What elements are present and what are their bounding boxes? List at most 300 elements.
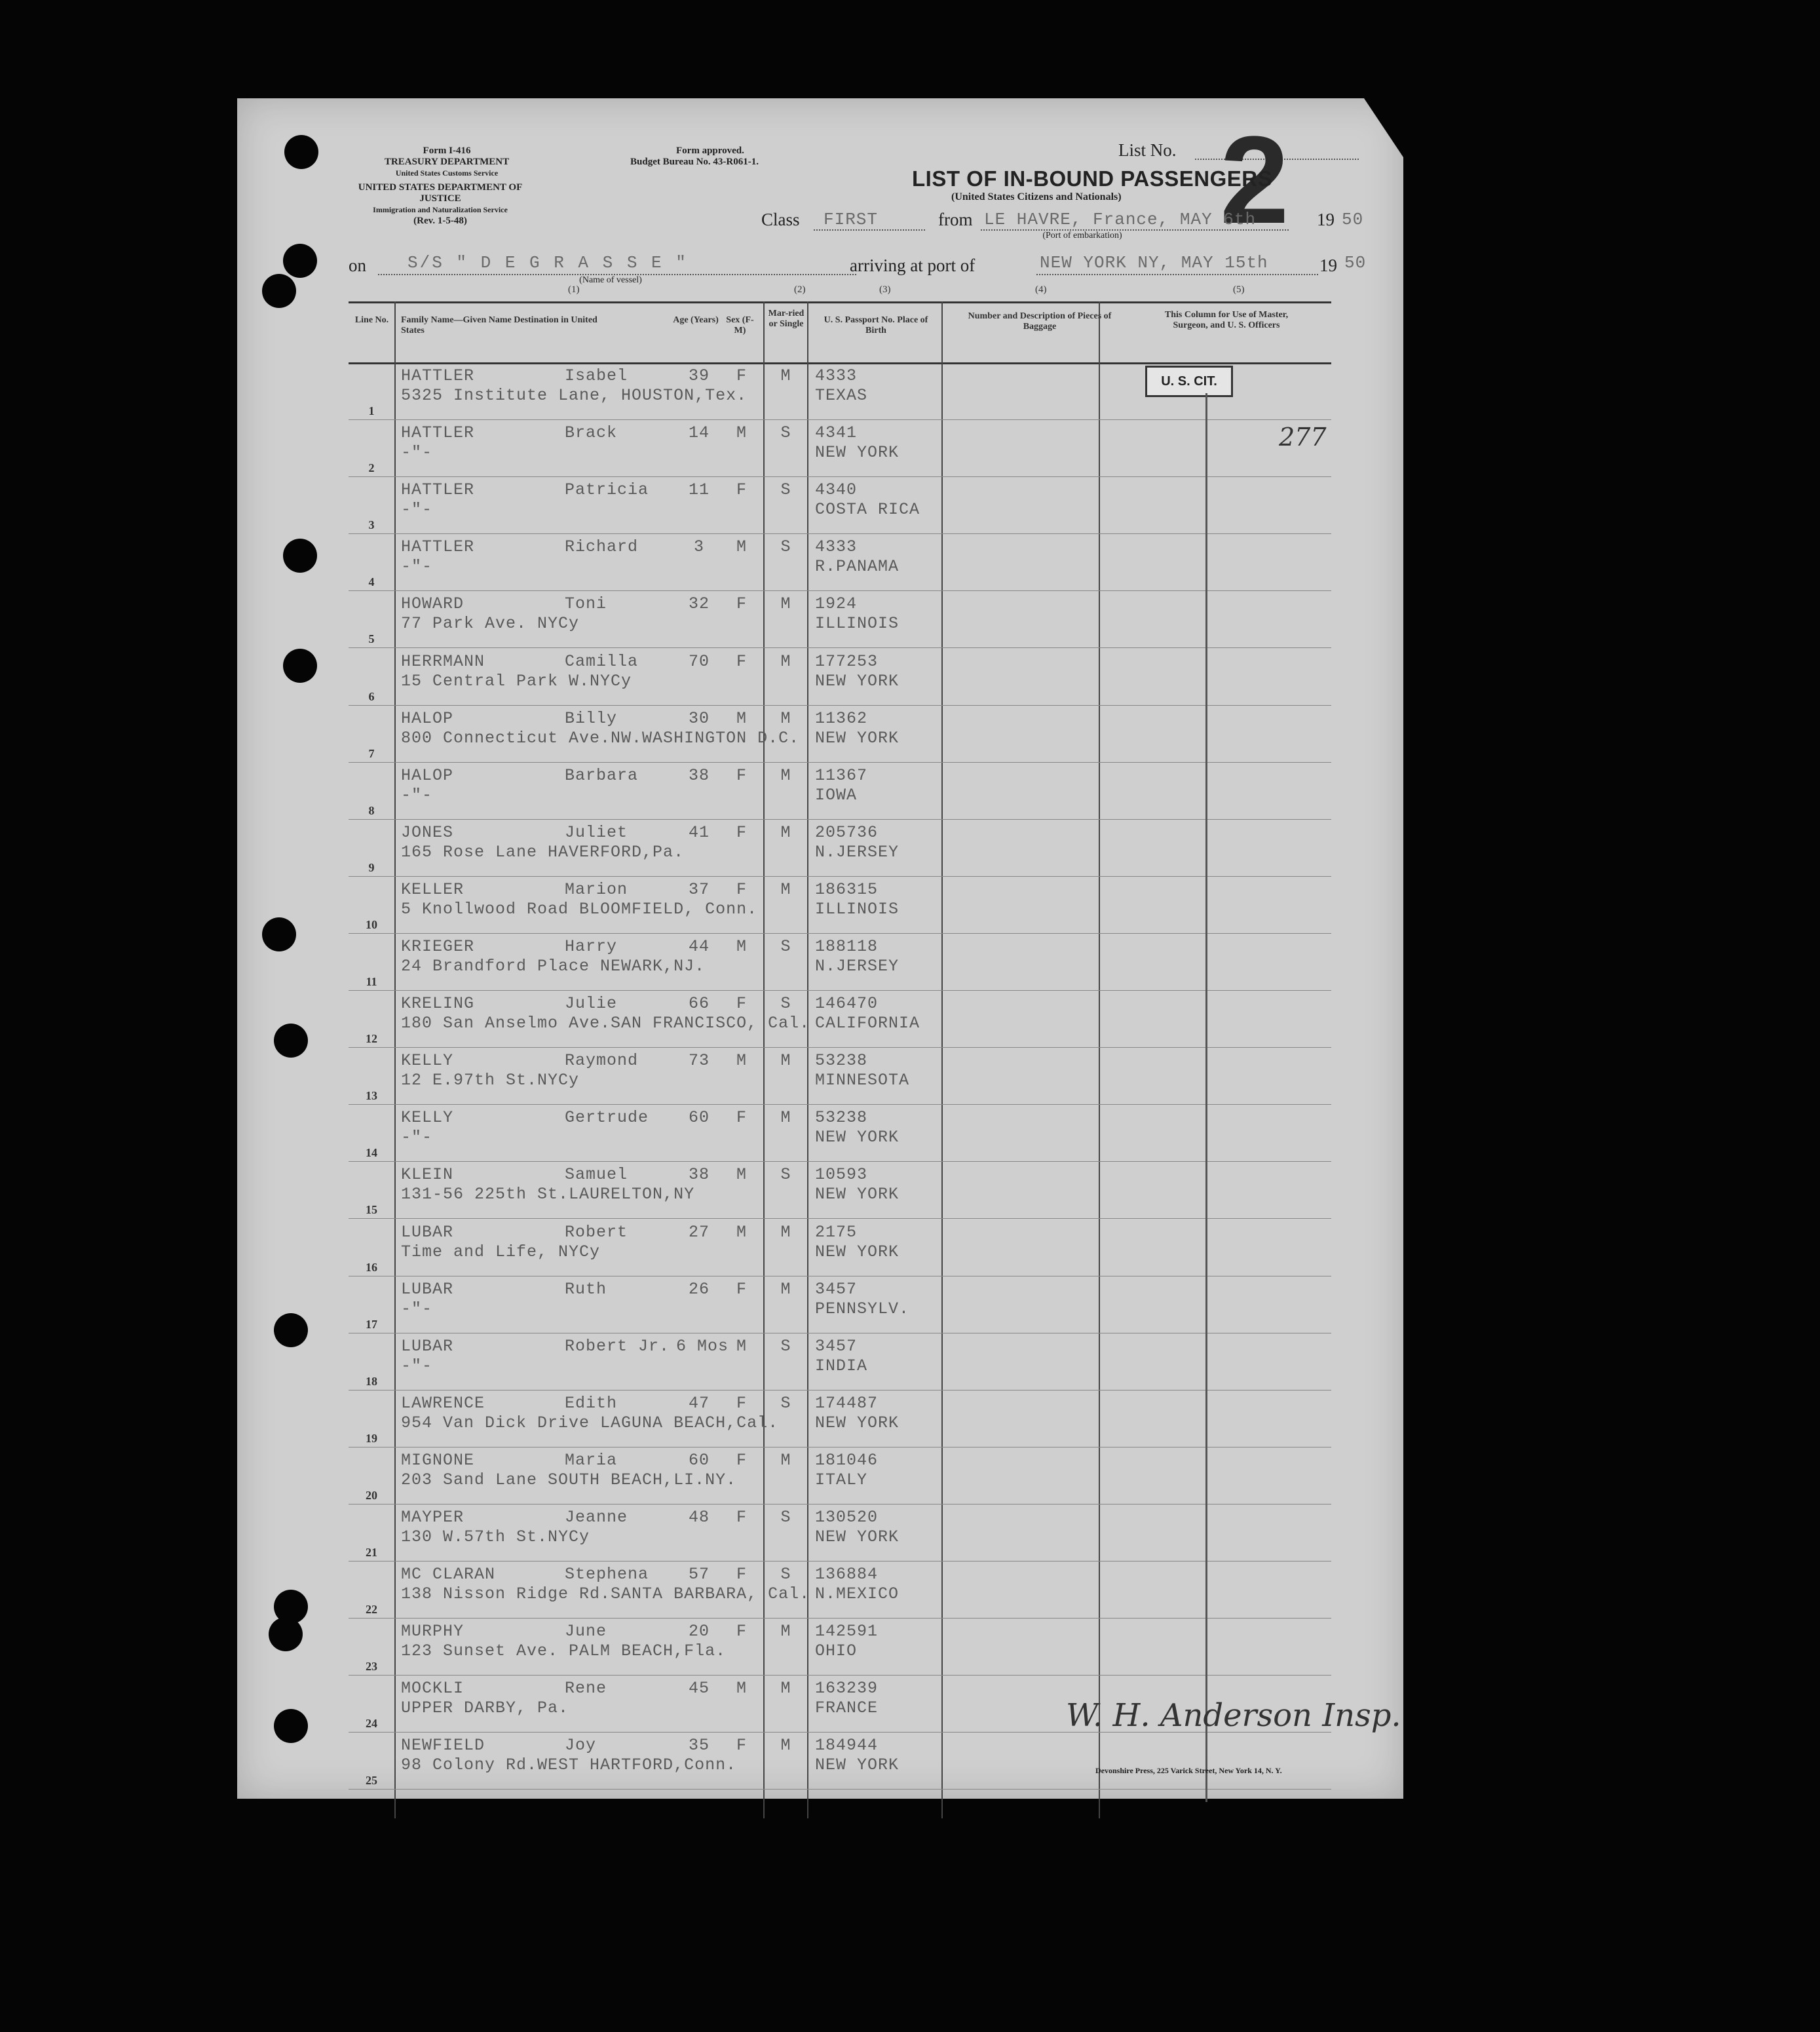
- line-number: 18: [366, 1374, 377, 1388]
- passenger-marital-status: M: [780, 765, 791, 785]
- passenger-given-name: Raymond: [565, 1051, 639, 1071]
- passenger-destination: 138 Nisson Ridge Rd.SANTA BARBARA, Cal.: [401, 1584, 810, 1604]
- passenger-family-name: HALOP: [401, 708, 454, 728]
- binder-hole-8: [274, 1313, 308, 1347]
- passenger-given-name: Samuel: [565, 1165, 628, 1185]
- passenger-given-name: Barbara: [565, 765, 639, 785]
- passenger-given-name: Patricia: [565, 480, 649, 500]
- list-number: 2: [1220, 111, 1289, 250]
- passenger-marital-status: S: [780, 480, 791, 500]
- passenger-destination: 77 Park Ave. NYCy: [401, 614, 580, 634]
- passenger-age: 6 Mos: [676, 1336, 729, 1356]
- table-row: [349, 1047, 1331, 1105]
- passenger-marital-status: M: [780, 879, 791, 899]
- passenger-birthplace: NEW YORK: [815, 1527, 900, 1546]
- passenger-marital-status: M: [780, 708, 791, 728]
- class-value: FIRST: [824, 210, 879, 229]
- passenger-age: 3: [693, 537, 704, 557]
- passenger-family-name: LUBAR: [401, 1279, 454, 1299]
- passenger-passport-no: 4333: [815, 366, 858, 385]
- passenger-marital-status: M: [780, 594, 791, 614]
- line-number: 22: [366, 1603, 377, 1617]
- table-body: [349, 362, 1331, 1818]
- header-name: Family Name—Given Name Destination in United States: [401, 315, 597, 335]
- table-row: [349, 990, 1331, 1048]
- passenger-passport-no: 188118: [815, 937, 879, 956]
- passenger-destination: -"-: [401, 1299, 433, 1318]
- header-married: Mar-ried or Single: [768, 309, 805, 329]
- line-number: 6: [368, 689, 375, 703]
- passenger-birthplace: NEW YORK: [815, 1755, 900, 1775]
- line-number: 17: [366, 1317, 377, 1331]
- arrival-line: [1036, 274, 1318, 275]
- passenger-family-name: KRIEGER: [401, 937, 475, 956]
- binder-hole-11: [274, 1709, 308, 1743]
- passenger-age: 45: [688, 1679, 710, 1698]
- passenger-sex: F: [736, 994, 747, 1014]
- passenger-birthplace: NEW YORK: [815, 671, 900, 691]
- passenger-marital-status: M: [780, 1279, 791, 1299]
- passenger-given-name: Juliet: [565, 822, 628, 842]
- passenger-sex: M: [736, 708, 747, 728]
- passenger-passport-no: 10593: [815, 1165, 868, 1185]
- passenger-destination: -"-: [401, 500, 433, 520]
- arrival-year: 50: [1344, 253, 1367, 273]
- line-number: 23: [366, 1660, 377, 1674]
- passenger-sex: F: [736, 879, 747, 899]
- line-number: 7: [368, 746, 375, 760]
- on-label: on: [349, 256, 366, 275]
- us-citizen-stamp: U. S. CIT.: [1145, 366, 1233, 397]
- passenger-destination: 800 Connecticut Ave.NW.WASHINGTON D.C.: [401, 728, 800, 748]
- passenger-family-name: HATTLER: [401, 366, 475, 385]
- passenger-given-name: Maria: [565, 1450, 618, 1470]
- line-number: 25: [366, 1774, 377, 1788]
- passenger-given-name: Stephena: [565, 1565, 649, 1584]
- justice-block: [342, 182, 539, 227]
- passenger-sex: F: [736, 1508, 747, 1527]
- form-agency-block: [355, 145, 539, 179]
- passenger-birthplace: TEXAS: [815, 386, 868, 405]
- form-approved: Form approved.: [676, 145, 744, 156]
- passenger-age: 60: [688, 1450, 710, 1470]
- arriving-label: arriving at port of: [850, 256, 976, 275]
- line-number: 15: [366, 1203, 377, 1217]
- header-sex: Sex (F-M): [726, 315, 754, 335]
- passenger-family-name: KELLY: [401, 1051, 454, 1071]
- passenger-marital-status: S: [780, 1165, 791, 1185]
- from-year-prefix: 19: [1317, 210, 1335, 229]
- line-number: 13: [366, 1089, 377, 1103]
- passenger-sex: F: [736, 822, 747, 842]
- passenger-destination: -"-: [401, 443, 433, 463]
- line-number: 1: [368, 404, 375, 417]
- passenger-birthplace: PENNSYLV.: [815, 1299, 910, 1318]
- vessel-caption: (Name of vessel): [579, 275, 642, 285]
- passenger-destination: 180 San Anselmo Ave.SAN FRANCISCO, Cal.: [401, 1014, 810, 1033]
- passenger-age: 73: [688, 1051, 710, 1071]
- table-row: [349, 1104, 1331, 1162]
- passenger-marital-status: M: [780, 822, 791, 842]
- passenger-given-name: Marion: [565, 879, 628, 899]
- passenger-passport-no: 11362: [815, 708, 868, 728]
- passenger-marital-status: M: [780, 1679, 791, 1698]
- passenger-passport-no: 53238: [815, 1051, 868, 1071]
- class-line: [814, 229, 925, 231]
- passenger-marital-status: S: [780, 1565, 791, 1584]
- passenger-passport-no: 1924: [815, 594, 858, 614]
- printer-imprint: Devonshire Press, 225 Varick Street, New York 14, N. Y.: [1095, 1766, 1282, 1775]
- passenger-destination: 24 Brandford Place NEWARK,NJ.: [401, 957, 706, 976]
- line-number: 9: [368, 860, 375, 874]
- passenger-given-name: Robert Jr.: [565, 1336, 670, 1356]
- passenger-birthplace: ILLINOIS: [815, 899, 900, 919]
- table-row: [349, 533, 1331, 591]
- passenger-sex: M: [736, 1165, 747, 1185]
- passenger-destination: 130 W.57th St.NYCy: [401, 1527, 590, 1546]
- margin-note: 277: [1279, 423, 1327, 451]
- passenger-destination: 131-56 225th St.LAURELTON,NY: [401, 1185, 695, 1204]
- from-year: 50: [1342, 210, 1364, 229]
- form-subtitle: (United States Citizens and Nationals): [951, 191, 1122, 202]
- header-line-no: Line No.: [354, 315, 389, 325]
- passenger-passport-no: 186315: [815, 879, 879, 899]
- line-number: 19: [366, 1431, 377, 1445]
- column-number-2: (2): [794, 284, 806, 295]
- passenger-passport-no: 11367: [815, 765, 868, 785]
- passenger-age: 47: [688, 1393, 710, 1413]
- line-number: 5: [368, 632, 375, 646]
- vessel-name: S/S " D E G R A S S E ": [408, 253, 688, 273]
- passenger-family-name: LAWRENCE: [401, 1393, 485, 1413]
- passenger-age: 48: [688, 1508, 710, 1527]
- passenger-destination: 5325 Institute Lane, HOUSTON,Tex.: [401, 386, 748, 405]
- list-no-label: List No.: [1118, 140, 1177, 160]
- passenger-birthplace: N.MEXICO: [815, 1584, 900, 1604]
- passenger-marital-status: M: [780, 366, 791, 385]
- binder-hole-10: [269, 1617, 303, 1651]
- passenger-marital-status: M: [780, 1108, 791, 1128]
- passenger-family-name: MIGNONE: [401, 1450, 475, 1470]
- passenger-sex: F: [736, 651, 747, 671]
- passenger-passport-no: 3457: [815, 1336, 858, 1356]
- form-title: LIST OF IN-BOUND PASSENGERS: [912, 166, 1273, 191]
- passenger-sex: M: [736, 423, 747, 443]
- passenger-birthplace: MINNESOTA: [815, 1071, 910, 1090]
- table-row: [349, 1561, 1331, 1619]
- table-row: [349, 762, 1331, 820]
- passenger-age: 41: [688, 822, 710, 842]
- line-number: 2: [368, 461, 375, 475]
- table-row: [349, 705, 1331, 763]
- passenger-given-name: Rene: [565, 1679, 607, 1698]
- passenger-family-name: HERRMANN: [401, 651, 485, 671]
- header-officers: This Column for Use of Master, Surgeon, and U. S. Officers: [1164, 310, 1289, 330]
- passenger-age: 37: [688, 879, 710, 899]
- line-number: 16: [366, 1260, 377, 1274]
- line-number: 4: [368, 575, 375, 589]
- passenger-passport-no: 130520: [815, 1508, 879, 1527]
- passenger-family-name: MURPHY: [401, 1622, 464, 1641]
- passenger-sex: M: [736, 1051, 747, 1071]
- revision: (Rev. 1-5-48): [413, 216, 467, 226]
- passenger-family-name: KELLY: [401, 1108, 454, 1128]
- table-row: [349, 1333, 1331, 1390]
- binder-hole-5: [283, 649, 317, 683]
- line-number: 20: [366, 1488, 377, 1502]
- class-label: Class: [761, 210, 800, 229]
- passenger-age: 38: [688, 1165, 710, 1185]
- passenger-destination: 12 E.97th St.NYCy: [401, 1071, 580, 1090]
- passenger-passport-no: 177253: [815, 651, 879, 671]
- passenger-passport-no: 184944: [815, 1736, 879, 1755]
- table-row: [349, 419, 1331, 477]
- passenger-table: [349, 284, 1331, 1818]
- passenger-birthplace: ILLINOIS: [815, 614, 900, 634]
- passenger-given-name: Richard: [565, 537, 639, 557]
- passenger-given-name: Edith: [565, 1393, 618, 1413]
- passenger-given-name: Julie: [565, 994, 618, 1014]
- passenger-family-name: LUBAR: [401, 1222, 454, 1242]
- table-row: [349, 1276, 1331, 1333]
- line-number: 10: [366, 917, 377, 931]
- passenger-birthplace: IOWA: [815, 785, 858, 805]
- passenger-passport-no: 146470: [815, 994, 879, 1014]
- binder-hole-7: [274, 1024, 308, 1058]
- passenger-destination: 15 Central Park W.NYCy: [401, 671, 632, 691]
- line-number: 24: [366, 1717, 377, 1731]
- stamp-vertical-line: [1205, 393, 1207, 1802]
- passenger-family-name: KRELING: [401, 994, 475, 1014]
- justice-dept: UNITED STATES DEPARTMENT OF JUSTICE: [358, 182, 523, 204]
- passenger-destination: UPPER DARBY, Pa.: [401, 1698, 569, 1718]
- passenger-marital-status: M: [780, 1736, 791, 1755]
- passenger-marital-status: S: [780, 423, 791, 443]
- line-number: 12: [366, 1032, 377, 1046]
- passenger-family-name: MAYPER: [401, 1508, 464, 1527]
- passenger-passport-no: 142591: [815, 1622, 879, 1641]
- passenger-sex: F: [736, 1736, 747, 1755]
- passenger-sex: M: [736, 1679, 747, 1698]
- approval-block: [630, 145, 827, 168]
- passenger-sex: F: [736, 480, 747, 500]
- passenger-family-name: HATTLER: [401, 423, 475, 443]
- passenger-family-name: JONES: [401, 822, 454, 842]
- torn-corner: [1364, 98, 1403, 157]
- column-number-5: (5): [1233, 284, 1245, 295]
- passenger-marital-status: M: [780, 651, 791, 671]
- header-passport: U. S. Passport No. Place of Birth: [824, 315, 928, 335]
- passenger-age: 39: [688, 366, 710, 385]
- passenger-age: 66: [688, 994, 710, 1014]
- passenger-sex: M: [736, 1222, 747, 1242]
- passenger-birthplace: CALIFORNIA: [815, 1014, 920, 1033]
- passenger-destination: -"-: [401, 1128, 433, 1147]
- passenger-age: 30: [688, 708, 710, 728]
- table-row: [349, 1161, 1331, 1219]
- passenger-given-name: Camilla: [565, 651, 639, 671]
- passenger-marital-status: M: [780, 1450, 791, 1470]
- passenger-passport-no: 181046: [815, 1450, 879, 1470]
- passenger-family-name: KELLER: [401, 879, 464, 899]
- passenger-given-name: Ruth: [565, 1279, 607, 1299]
- binder-hole-6: [262, 917, 296, 951]
- passenger-destination: 5 Knollwood Road BLOOMFIELD, Conn.: [401, 899, 758, 919]
- line-number: 14: [366, 1146, 377, 1160]
- passenger-age: 38: [688, 765, 710, 785]
- passenger-given-name: Harry: [565, 937, 618, 956]
- passenger-family-name: HOWARD: [401, 594, 464, 614]
- line-number: 21: [366, 1546, 377, 1559]
- column-number-3: (3): [879, 284, 891, 295]
- passenger-destination: -"-: [401, 1356, 433, 1375]
- passenger-given-name: Isabel: [565, 366, 628, 385]
- binder-hole-4: [283, 539, 317, 573]
- passenger-age: 32: [688, 594, 710, 614]
- passenger-passport-no: 163239: [815, 1679, 879, 1698]
- passenger-given-name: Billy: [565, 708, 618, 728]
- passenger-sex: M: [736, 537, 747, 557]
- passenger-birthplace: INDIA: [815, 1356, 868, 1375]
- table-row: [349, 933, 1331, 991]
- passenger-destination: 123 Sunset Ave. PALM BEACH,Fla.: [401, 1641, 727, 1661]
- passenger-passport-no: 4340: [815, 480, 858, 500]
- budget-bureau: Budget Bureau No. 43-R061-1.: [630, 157, 759, 167]
- passenger-marital-status: S: [780, 1336, 791, 1356]
- arrival-port: NEW YORK NY, MAY 15th: [1040, 253, 1268, 273]
- passenger-birthplace: ITALY: [815, 1470, 868, 1489]
- passenger-given-name: June: [565, 1622, 607, 1641]
- passenger-given-name: Jeanne: [565, 1508, 628, 1527]
- passenger-passport-no: 3457: [815, 1279, 858, 1299]
- passenger-given-name: Robert: [565, 1222, 628, 1242]
- passenger-destination: 165 Rose Lane HAVERFORD,Pa.: [401, 842, 685, 862]
- passenger-birthplace: OHIO: [815, 1641, 858, 1661]
- passenger-marital-status: S: [780, 937, 791, 956]
- passenger-sex: F: [736, 1393, 747, 1413]
- passenger-sex: M: [736, 937, 747, 956]
- passenger-sex: F: [736, 1108, 747, 1128]
- table-row: [349, 1732, 1331, 1790]
- passenger-given-name: Joy: [565, 1736, 597, 1755]
- passenger-sex: F: [736, 1565, 747, 1584]
- binder-hole-1: [284, 135, 318, 169]
- passenger-marital-status: S: [780, 1393, 791, 1413]
- passenger-age: 26: [688, 1279, 710, 1299]
- passenger-birthplace: FRANCE: [815, 1698, 879, 1718]
- passenger-passport-no: 4341: [815, 423, 858, 443]
- table-row: [349, 876, 1331, 934]
- passenger-sex: F: [736, 1622, 747, 1641]
- passenger-age: 44: [688, 937, 710, 956]
- table-row: [349, 648, 1331, 706]
- passenger-birthplace: NEW YORK: [815, 1128, 900, 1147]
- ins-service: Immigration and Naturalization Service: [373, 205, 508, 214]
- passenger-given-name: Brack: [565, 423, 618, 443]
- passenger-marital-status: S: [780, 1508, 791, 1527]
- customs-service: United States Customs Service: [395, 168, 499, 178]
- passenger-passport-no: 4333: [815, 537, 858, 557]
- passenger-passport-no: 136884: [815, 1565, 879, 1584]
- passenger-age: 35: [688, 1736, 710, 1755]
- passenger-destination: 954 Van Dick Drive LAGUNA BEACH,Cal.: [401, 1413, 779, 1432]
- passenger-birthplace: N.JERSEY: [815, 842, 900, 862]
- passenger-destination: -"-: [401, 785, 433, 805]
- table-row: [349, 590, 1331, 648]
- passenger-marital-status: M: [780, 1222, 791, 1242]
- passenger-sex: F: [736, 594, 747, 614]
- passenger-family-name: LUBAR: [401, 1336, 454, 1356]
- passenger-destination: Time and Life, NYCy: [401, 1242, 601, 1261]
- passenger-sex: F: [736, 1279, 747, 1299]
- passenger-family-name: MC CLARAN: [401, 1565, 496, 1584]
- port-embarkation-caption: (Port of embarkation): [1042, 231, 1122, 240]
- passenger-destination: 203 Sand Lane SOUTH BEACH,LI.NY.: [401, 1470, 737, 1489]
- table-row: [349, 1447, 1331, 1505]
- passenger-passport-no: 2175: [815, 1222, 858, 1242]
- table-row: [349, 1390, 1331, 1447]
- passenger-family-name: NEWFIELD: [401, 1736, 485, 1755]
- inspector-signature: W. H. Anderson Insp.: [1066, 1697, 1401, 1734]
- line-number: 8: [368, 803, 375, 817]
- from-label: from: [938, 210, 973, 229]
- manifest-sheet: [237, 98, 1403, 1799]
- passenger-age: 11: [688, 480, 710, 500]
- passenger-sex: F: [736, 1450, 747, 1470]
- table-row: [349, 476, 1331, 534]
- passenger-sex: F: [736, 765, 747, 785]
- table-row: [349, 1618, 1331, 1676]
- table-row: [349, 1219, 1331, 1276]
- header-age: Age (Years): [673, 315, 719, 325]
- binder-hole-3: [262, 274, 296, 308]
- passenger-age: 14: [688, 423, 710, 443]
- passenger-birthplace: R.PANAMA: [815, 557, 900, 577]
- passenger-birthplace: NEW YORK: [815, 1413, 900, 1432]
- column-number-4: (4): [1035, 284, 1047, 295]
- table-header: [349, 301, 1331, 364]
- passenger-given-name: Gertrude: [565, 1108, 649, 1128]
- passenger-marital-status: M: [780, 1051, 791, 1071]
- passenger-birthplace: COSTA RICA: [815, 500, 920, 520]
- passenger-age: 70: [688, 651, 710, 671]
- passenger-birthplace: NEW YORK: [815, 728, 900, 748]
- passenger-marital-status: M: [780, 1622, 791, 1641]
- passenger-given-name: Toni: [565, 594, 607, 614]
- passenger-family-name: HATTLER: [401, 480, 475, 500]
- passenger-birthplace: N.JERSEY: [815, 957, 900, 976]
- passenger-passport-no: 174487: [815, 1393, 879, 1413]
- passenger-destination: 98 Colony Rd.WEST HARTFORD,Conn.: [401, 1755, 737, 1775]
- passenger-family-name: HATTLER: [401, 537, 475, 557]
- passenger-family-name: MOCKLI: [401, 1679, 464, 1698]
- passenger-birthplace: NEW YORK: [815, 443, 900, 463]
- passenger-sex: F: [736, 366, 747, 385]
- header-baggage: Number and Description of Pieces of Baggage: [968, 311, 1112, 332]
- passenger-family-name: KLEIN: [401, 1165, 454, 1185]
- column-number-1: (1): [568, 284, 580, 295]
- passenger-age: 60: [688, 1108, 710, 1128]
- passenger-passport-no: 205736: [815, 822, 879, 842]
- passenger-age: 27: [688, 1222, 710, 1242]
- treasury-dept: TREASURY DEPARTMENT: [384, 157, 510, 167]
- passenger-passport-no: 53238: [815, 1108, 868, 1128]
- passenger-destination: -"-: [401, 557, 433, 577]
- passenger-marital-status: S: [780, 537, 791, 557]
- binder-hole-2: [283, 244, 317, 278]
- from-value: LE HAVRE, France, MAY 6th: [984, 210, 1257, 229]
- line-number: 3: [368, 518, 375, 532]
